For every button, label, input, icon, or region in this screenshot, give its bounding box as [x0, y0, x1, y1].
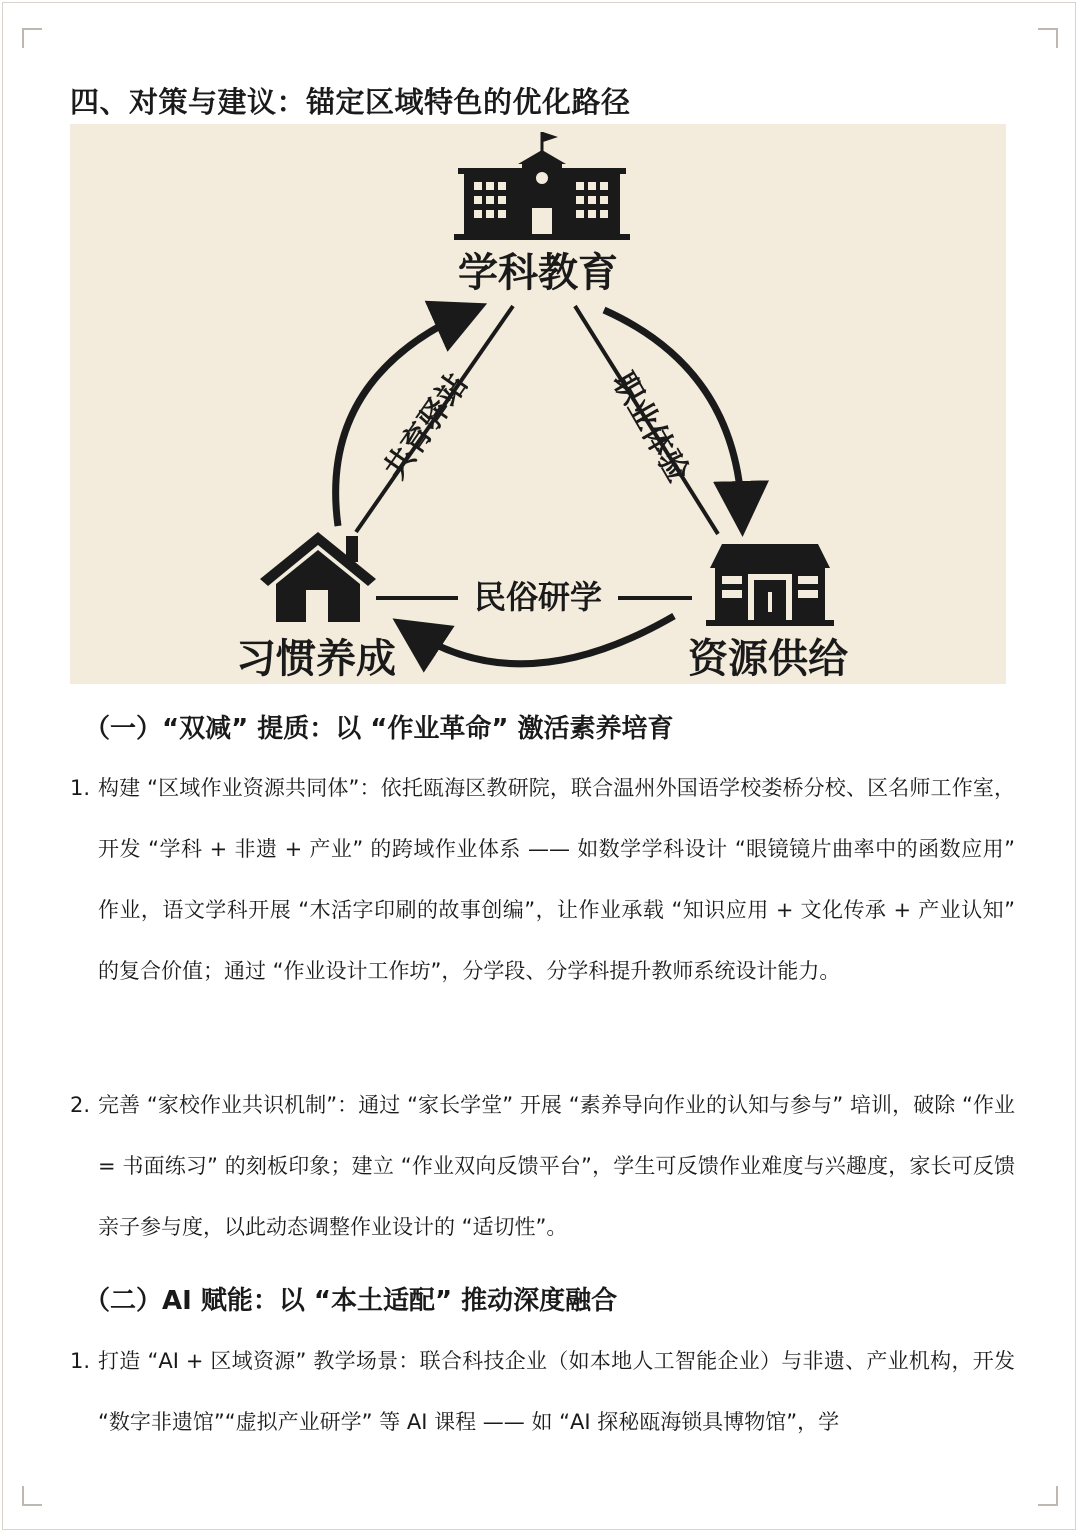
- list-item-text: 打造 “AI + 区域资源” 教学场景：联合科技企业（如本地人工智能企业）与非遗、产业机构，开发 “数字非遗馆”“虚拟产业研学” 等 AI 课程 —— 如 “AI 探秘瓯海锁具博物馆”，学: [98, 1349, 1015, 1434]
- node-label-left: 习惯养成: [236, 636, 396, 682]
- list-item-text: 完善 “家校作业共识机制”：通过 “家长学堂” 开展 “素养导向作业的认知与参与” 培训，破除 “作业 = 书面练习” 的刻板印象；建立 “作业双向反馈平台”，学生可反馈作业难度与兴趣度，家长可反馈亲子参与度，以此动态调整作业设计的 “适切性”。: [98, 1093, 1015, 1239]
- edge-label-right: 职业体验: [605, 366, 696, 488]
- node-label-right: 资源供给: [688, 636, 848, 682]
- crop-mark-bottom-right: [1038, 1486, 1058, 1506]
- house-icon: [260, 532, 376, 622]
- cycle-diagram: [70, 124, 1006, 684]
- crop-mark-top-right: [1038, 28, 1058, 48]
- list-item: [70, 1331, 1015, 1453]
- school-building-icon: [454, 132, 630, 240]
- crop-mark-bottom-left: [22, 1486, 42, 1506]
- arrow-right-to-left: [410, 616, 674, 664]
- list-item-text: 构建 “区域作业资源共同体”：依托瓯海区教研院，联合温州外国语学校娄桥分校、区名师工作室，开发 “学科 + 非遗 + 产业” 的跨域作业体系 —— 如数学学科设计 “眼镜镜片曲率中的函数应用” 作业，语文学科开展 “木活字印刷的故事创编”，让作业承载 “知识应用 + 文化传承 + 产业认知” 的复合价值；通过 “作业设计工作坊”，分学段、分学科提升教师系统设计能力。: [98, 776, 1015, 983]
- section-title: 四、对策与建议：锚定区域特色的优化路径: [70, 85, 631, 119]
- subsection-heading-1: （一）“双减” 提质：以 “作业革命” 激活素养培育: [84, 714, 674, 744]
- list-item: [70, 1075, 1015, 1258]
- list-item-number: 1.: [70, 1349, 91, 1373]
- edge-label-bottom: 民俗研学: [473, 578, 603, 616]
- list-item-number: 1.: [70, 776, 91, 800]
- list-item: [70, 758, 1015, 1002]
- node-label-top: 学科教育: [458, 250, 618, 296]
- edge-label-left: 共育驿站: [377, 367, 475, 486]
- list-item-number: 2.: [70, 1093, 91, 1117]
- crop-mark-top-left: [22, 28, 42, 48]
- shop-icon: [706, 544, 834, 626]
- subsection-heading-2: （二）AI 赋能：以 “本土适配” 推动深度融合: [84, 1286, 618, 1316]
